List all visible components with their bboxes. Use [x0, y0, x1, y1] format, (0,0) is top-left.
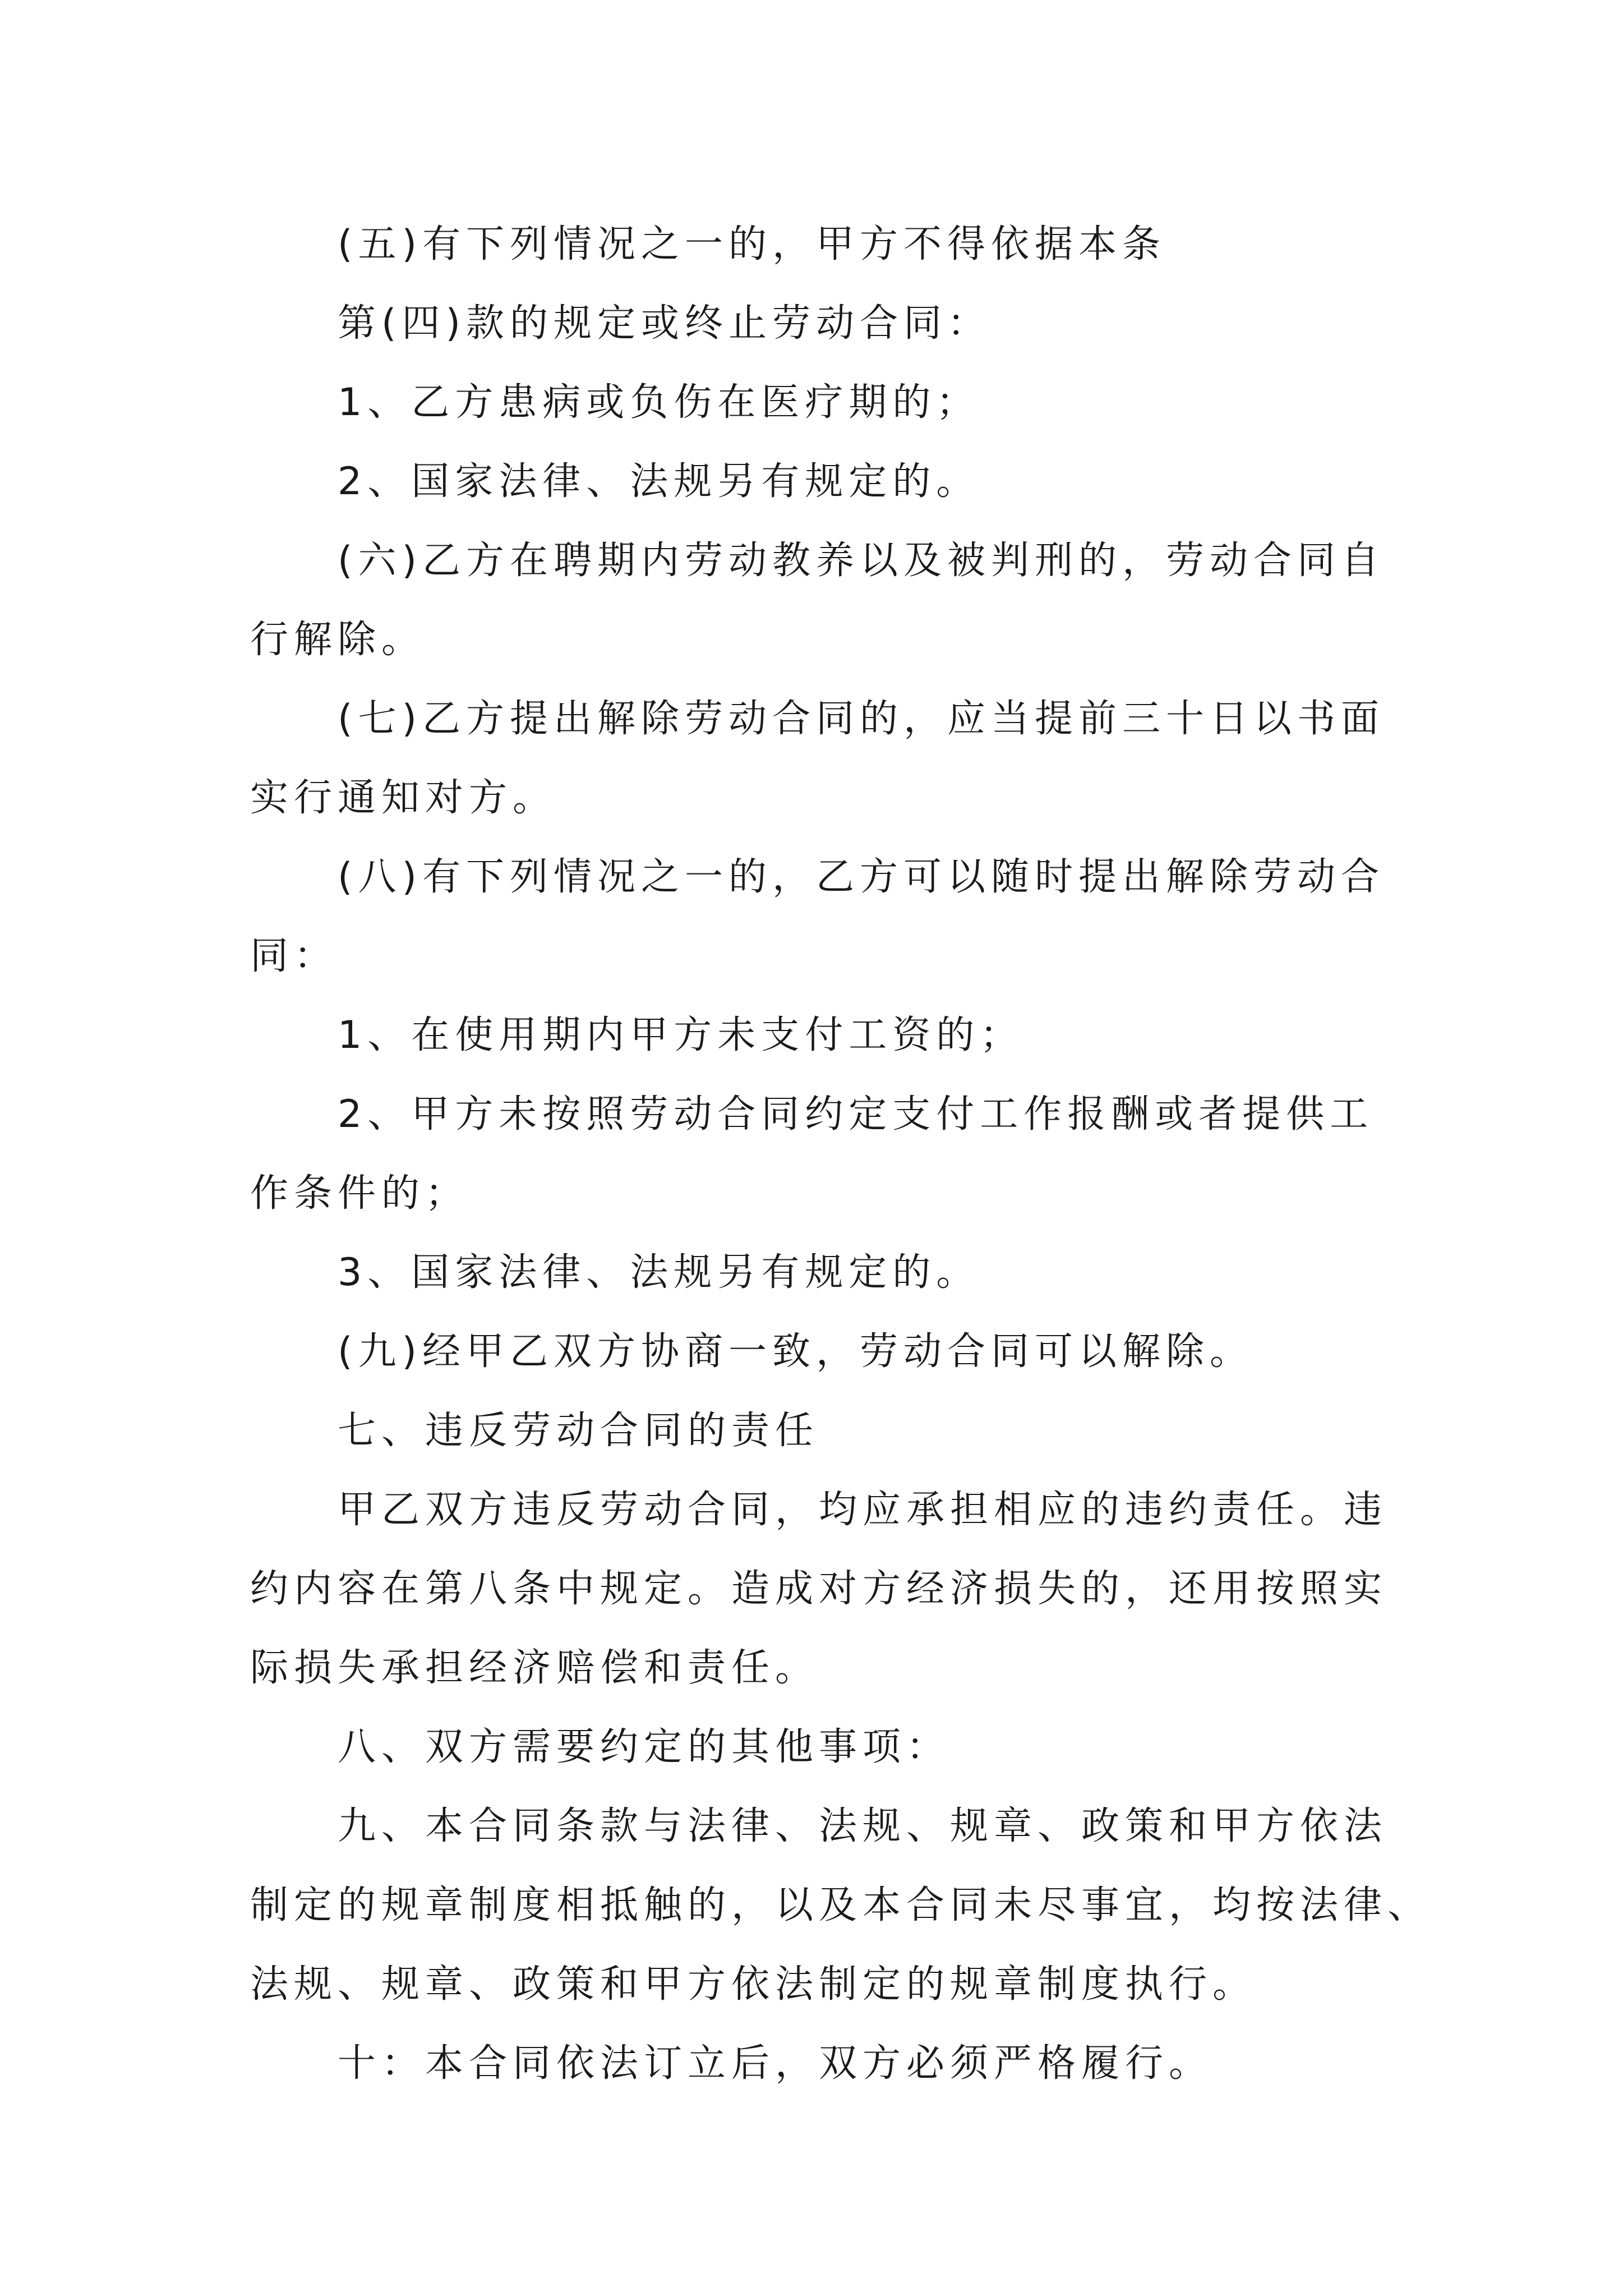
text-line: 约内容在第八条中规定。造成对方经济损失的，还用按照实 — [250, 1567, 1388, 1611]
text-line: 行解除。 — [250, 618, 426, 662]
text-line: 1、在使用期内甲方未支付工资的； — [338, 1013, 1024, 1057]
text-line: 2、国家法律、法规另有规定的。 — [338, 459, 980, 504]
text-line: 七、违反劳动合同的责任 — [338, 1409, 819, 1453]
text-line: 作条件的； — [250, 1171, 469, 1216]
text-line: 法规、规章、政策和甲方依法制定的规章制度执行。 — [250, 1962, 1257, 2007]
text-line: 3、国家法律、法规另有规定的。 — [338, 1250, 980, 1295]
text-line: 际损失承担经济赔偿和责任。 — [250, 1646, 819, 1690]
text-line: (五)有下列情况之一的，甲方不得依据本条 — [338, 222, 1166, 266]
text-line: 同： — [250, 934, 338, 978]
text-line: 制定的规章制度相抵触的，以及本合同未尽事宜，均按法律、 — [250, 1883, 1432, 1927]
text-line: 实行通知对方。 — [250, 776, 557, 820]
text-line: 第(四)款的规定或终止劳动合同： — [338, 301, 992, 346]
text-line: 九、本合同条款与法律、法规、规章、政策和甲方依法 — [338, 1804, 1388, 1848]
text-line: 1、乙方患病或负伤在医疗期的； — [338, 380, 980, 425]
text-line: 2、甲方未按照劳动合同约定支付工作报酬或者提供工 — [338, 1092, 1374, 1137]
text-line: (九)经甲乙双方协商一致，劳动合同可以解除。 — [338, 1329, 1254, 1374]
text-line: (八)有下列情况之一的，乙方可以随时提出解除劳动合 — [338, 855, 1385, 899]
text-line: (六)乙方在聘期内劳动教养以及被判刑的，劳动合同自 — [338, 539, 1385, 583]
text-line: 十：本合同依法订立后，双方必须严格履行。 — [338, 2041, 1213, 2086]
text-line: 甲乙双方违反劳动合同，均应承担相应的违约责任。违 — [338, 1488, 1388, 1532]
text-line: 八、双方需要约定的其他事项： — [338, 1725, 951, 1769]
text-line: (七)乙方提出解除劳动合同的，应当提前三十日以书面 — [338, 697, 1385, 741]
